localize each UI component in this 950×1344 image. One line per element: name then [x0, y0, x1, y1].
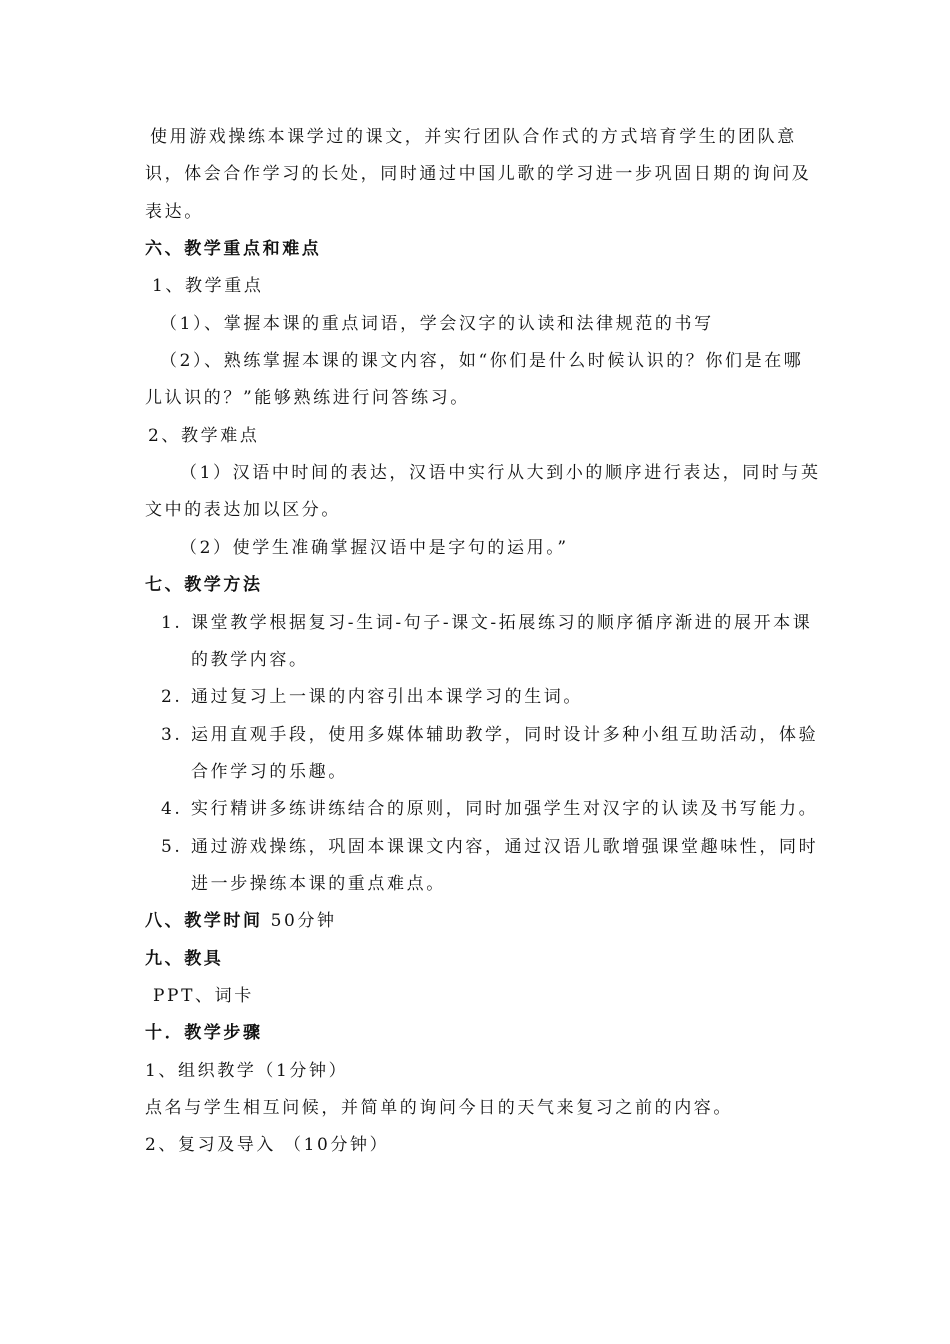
focus-item-1: （1）、掌握本课的重点词语，学会汉字的认读和法律规范的书写 [160, 314, 714, 334]
section-8 [145, 911, 337, 931]
method-item-1 [161, 613, 812, 633]
difficulty-item-1-line-2: 文中的表达加以区分。 [145, 500, 341, 520]
focus-item-2-line-2: 儿认识的？”能够熟练进行问答练习。 [145, 388, 470, 408]
method-item-2-text: 通过复习上一课的内容引出本课学习的生词。 [191, 687, 583, 707]
section-8-value: 50分钟 [270, 911, 337, 931]
section-7-heading: 七、教学方法 [145, 575, 263, 595]
method-item-3 [161, 725, 818, 745]
method-item-3-text: 运用直观手段，使用多媒体辅助教学，同时设计多种小组互助活动，体验 [191, 725, 819, 745]
intro-line-1: 使用游戏操练本课学过的课文，并实行团队合作式的方式培育学生的团队意 [150, 127, 797, 147]
method-item-4-text: 实行精讲多练讲练结合的原则，同时加强学生对汉字的认读及书写能力。 [191, 799, 819, 819]
focus-label: 1、教学重点 [152, 276, 264, 296]
intro-line-2: 识，体会合作学习的长处，同时通过中国儿歌的学习进一步巩固日期的询问及 [145, 164, 812, 184]
method-item-1-continuation: 的教学内容。 [191, 650, 309, 670]
method-item-2-number: 2. [161, 687, 183, 707]
method-item-1-number: 1. [161, 613, 183, 633]
method-item-5-number: 5. [161, 837, 183, 857]
section-9-value: PPT、词卡 [153, 986, 254, 1006]
section-6-heading: 六、教学重点和难点 [145, 239, 322, 259]
method-item-3-continuation: 合作学习的乐趣。 [191, 762, 348, 782]
focus-item-2-line-1: （2）、熟练掌握本课的课文内容，如“你们是什么时候认识的？你们是在哪 [160, 351, 804, 371]
method-item-1-text: 课堂教学根据复习-生词-句子-课文-拓展练习的顺序循序渐进的展开本课 [191, 613, 813, 633]
method-item-4-number: 4. [161, 799, 183, 819]
step-1-label: 1、组织教学（1分钟） [145, 1061, 349, 1081]
method-item-5 [161, 837, 818, 857]
section-10-heading: 十．教学步骤 [145, 1023, 263, 1043]
step-1-text: 点名与学生相互问候，并简单的询问今日的天气来复习之前的内容。 [145, 1098, 733, 1118]
difficulty-label: 2、教学难点 [148, 426, 260, 446]
section-9-heading: 九、教具 [145, 949, 224, 969]
section-8-heading: 八、教学时间 [145, 911, 263, 931]
method-item-5-text: 通过游戏操练，巩固本课课文内容，通过汉语儿歌增强课堂趣味性，同时 [191, 837, 819, 857]
step-2-label: 2、复习及导入 （10分钟） [145, 1135, 390, 1155]
method-item-5-continuation: 进一步操练本课的重点难点。 [191, 874, 446, 894]
method-item-4 [161, 799, 818, 819]
difficulty-item-2: （2）使学生准确掌握汉语中是字句的运用。” [180, 538, 569, 558]
method-item-2 [161, 687, 583, 707]
method-item-3-number: 3. [161, 725, 183, 745]
difficulty-item-1-line-1: （1）汉语中时间的表达，汉语中实行从大到小的顺序进行表达，同时与英 [180, 463, 821, 483]
intro-line-3: 表达。 [145, 202, 204, 222]
